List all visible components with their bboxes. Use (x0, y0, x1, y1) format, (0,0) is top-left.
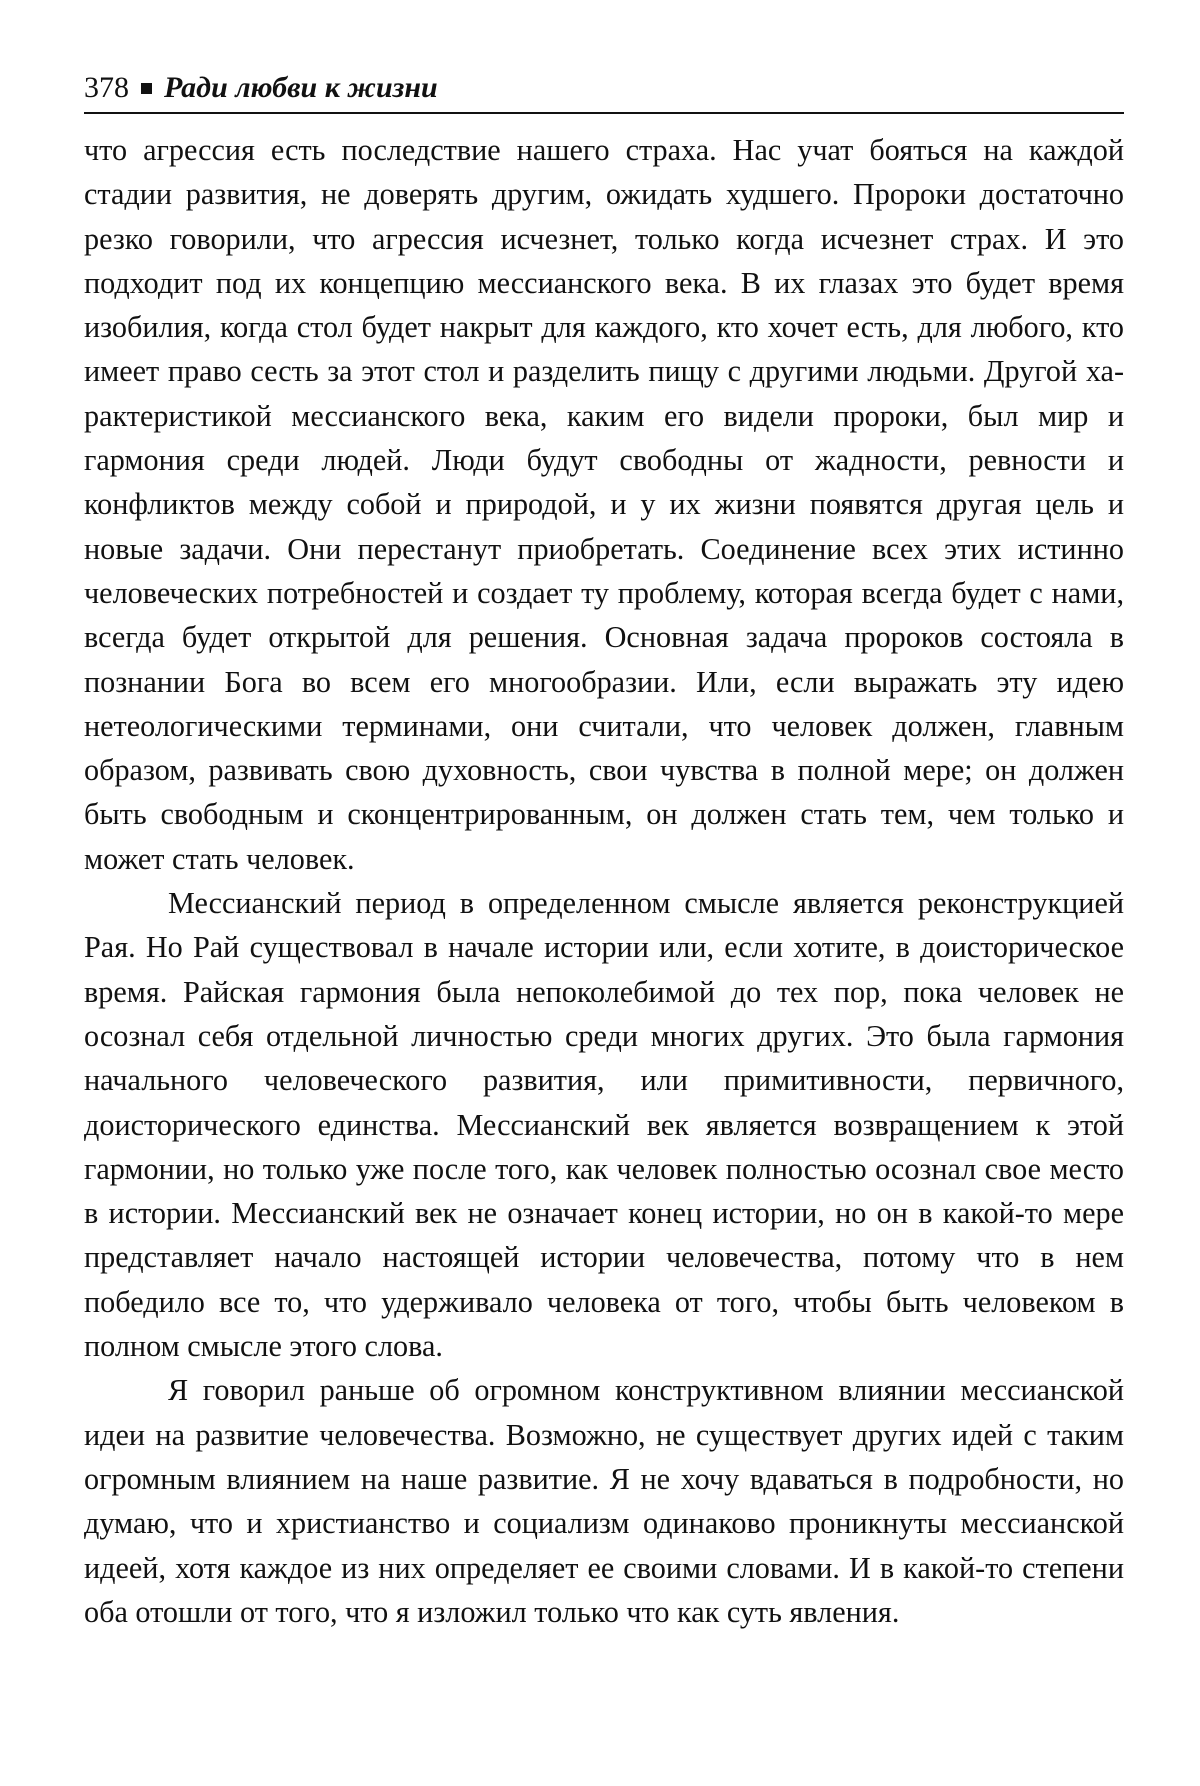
body-text (84, 128, 1124, 1634)
paragraph-messianic-idea: Я говорил раньше об огромном конструктивном влиянии мессианской идеи на развитие человечества. Возможно, не существует других идей с таким огромным влиянием на наше развитие. Я не хочу вдаваться в подробности, но думаю, что и христианство и социализм одинаково проникнуты мессианской идеей, хотя каждое из них определяет ее своими словами. И в какой-то степени оба отошли от того, что я изложил только что как суть явления. (84, 1373, 1124, 1629)
paragraph-messianic-period: Мессианский период в определенном смысле является реконструкцией Рая. Но Рай существовал в начале истории или, если хотите, в доисторическое время. Райская гармония была непоколебимой до тех пор, пока человек не осознал себя отдельной личностью среди многих других. Это была гармония начального человеческого развития, или примитивности, первичного, доисторического единства. Мессианский век является возвращением к этой гармонии, но только уже после того, как человек полностью осознал свое место в истории. Мессианский век не означает конец истории, но он в какой-то мере представляет начало настоящей истории человечества, потому что в нем победило все то, что удерживало человека от того, чтобы быть человеком в полном смысле этого слова. (84, 886, 1124, 1364)
book-page (84, 70, 1124, 1634)
page-number: 378 (84, 71, 129, 104)
running-title: Ради любви к жизни (164, 71, 438, 104)
running-header (84, 70, 1124, 114)
square-bullet-icon (141, 83, 152, 94)
paragraph-continuation: что агрессия есть последствие нашего страха. Нас учат бояться на каждой стадии развития, не доверять другим, ожидать худшего. Пророки достаточно резко говорили, что агрессия исчезнет, только когда исчезнет страх. И это подходит под их концепцию мессианского века. В их глазах это будет время изобилия, когда стол будет накрыт для каждого, кто хочет есть, для любого, кто имеет право сесть за этот стол и разделить пищу с другими людьми. Другой характеристикой мессианского века, каким его видели пророки, был мир и гармония среди людей. Люди будут свободны от жадности, ревности и конфликтов между собой и природой, и у их жизни появятся другая цель и новые задачи. Они перестанут приобретать. Соединение всех этих истинно человеческих потребностей и создает ту проблему, которая всегда будет с нами, всегда будет открытой для решения. Основная задача пророков состояла в познании Бога во всем его многообразии. Или, если выражать эту идею нетеологическими терминами, они считали, что человек должен, главным образом, развивать свою духовность, свои чувства в полной мере; он должен быть свободным и сконцентрированным, он должен стать тем, чем только и может стать человек. (84, 133, 1124, 876)
